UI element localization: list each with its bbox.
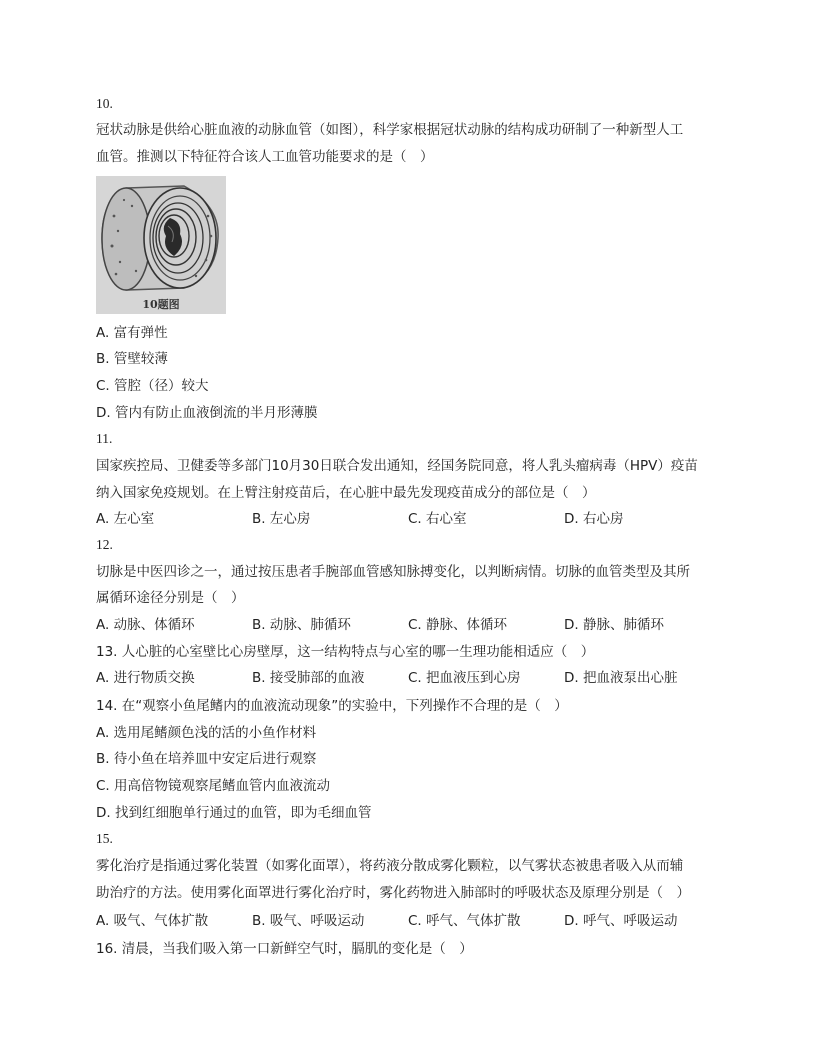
q12-number: 12. (96, 537, 113, 552)
q11-stem-line2: 纳入国家免疫规划。在上臂注射疫苗后，在心脏中最先发现疫苗成分的部位是（ ） (96, 485, 596, 501)
q11-number: 11. (96, 431, 113, 446)
q10-option-d: D. 管内有防止血液倒流的半月形薄膜 (96, 405, 318, 421)
q10-figure-coronary-artery (96, 176, 226, 314)
q10-number: 10. (96, 96, 113, 111)
q10-option-b: B. 管壁较薄 (96, 351, 168, 367)
q14-stem: 14. 在“观察小鱼尾鳍内的血液流动现象”的实验中，下列操作不合理的是（ ） (96, 698, 568, 714)
q14-option-b: B. 待小鱼在培养皿中安定后进行观察 (96, 751, 317, 767)
q10-option-a: A. 富有弹性 (96, 325, 168, 341)
q13-option-d: D. 把血液泵出心脏 (564, 670, 678, 686)
artery-cross-section-image (96, 176, 226, 314)
q12-option-a: A. 动脉、体循环 (96, 617, 195, 633)
q10-option-c: C. 管腔（径）较大 (96, 378, 209, 394)
q11-option-c: C. 右心室 (408, 511, 467, 527)
q15-stem-line2: 助治疗的方法。使用雾化面罩进行雾化治疗时，雾化药物进入肺部时的呼吸状态及原理分别是（ ） (96, 885, 690, 901)
q15-option-b: B. 吸气、呼吸运动 (252, 913, 365, 929)
q13-option-c: C. 把血液压到心房 (408, 670, 521, 686)
q16-stem: 16. 清晨，当我们吸入第一口新鲜空气时，膈肌的变化是（ ） (96, 941, 473, 957)
q13-stem: 13. 人心脏的心室壁比心房壁厚，这一结构特点与心室的哪一生理功能相适应（ ） (96, 644, 595, 660)
q10-stem-line2: 血管。推测以下特征符合该人工血管功能要求的是（ ） (96, 149, 434, 165)
q15-option-d: D. 呼气、呼吸运动 (564, 913, 678, 929)
q11-option-a: A. 左心室 (96, 511, 155, 527)
q15-number: 15. (96, 831, 113, 846)
q15-option-c: C. 呼气、气体扩散 (408, 913, 521, 929)
q14-option-d: D. 找到红细胞单行通过的血管，即为毛细血管 (96, 805, 372, 821)
q12-option-d: D. 静脉、肺循环 (564, 617, 664, 633)
q12-option-b: B. 动脉、肺循环 (252, 617, 351, 633)
q14-option-c: C. 用高倍物镜观察尾鳍血管内血液流动 (96, 778, 331, 794)
q11-option-b: B. 左心房 (252, 511, 311, 527)
q13-option-a: A. 进行物质交换 (96, 670, 195, 686)
q10-stem-line1: 冠状动脉是供给心脏血液的动脉血管（如图），科学家根据冠状动脉的结构成功研制了一种新型人工 (96, 122, 684, 138)
q12-stem-line1: 切脉是中医四诊之一，通过按压患者手腕部血管感知脉搏变化，以判断病情。切脉的血管类型及其所 (96, 564, 690, 580)
q11-option-d: D. 右心房 (564, 511, 624, 527)
q12-stem-line2: 属循环途径分别是（ ） (96, 590, 245, 606)
q13-option-b: B. 接受肺部的血液 (252, 670, 365, 686)
q14-option-a: A. 选用尾鳍颜色浅的活的小鱼作材料 (96, 725, 317, 741)
q12-option-c: C. 静脉、体循环 (408, 617, 508, 633)
q10-figure-caption: 10题图 (142, 298, 180, 311)
q15-option-a: A. 吸气、气体扩散 (96, 913, 209, 929)
q15-stem-line1: 雾化治疗是指通过雾化装置（如雾化面罩），将药液分散成雾化颗粒，以气雾状态被患者吸入从而辅 (96, 858, 684, 874)
q11-stem-line1: 国家疾控局、卫健委等多部门10月30日联合发出通知，经国务院同意，将人乳头瘤病毒（HPV）疫苗 (96, 458, 698, 474)
